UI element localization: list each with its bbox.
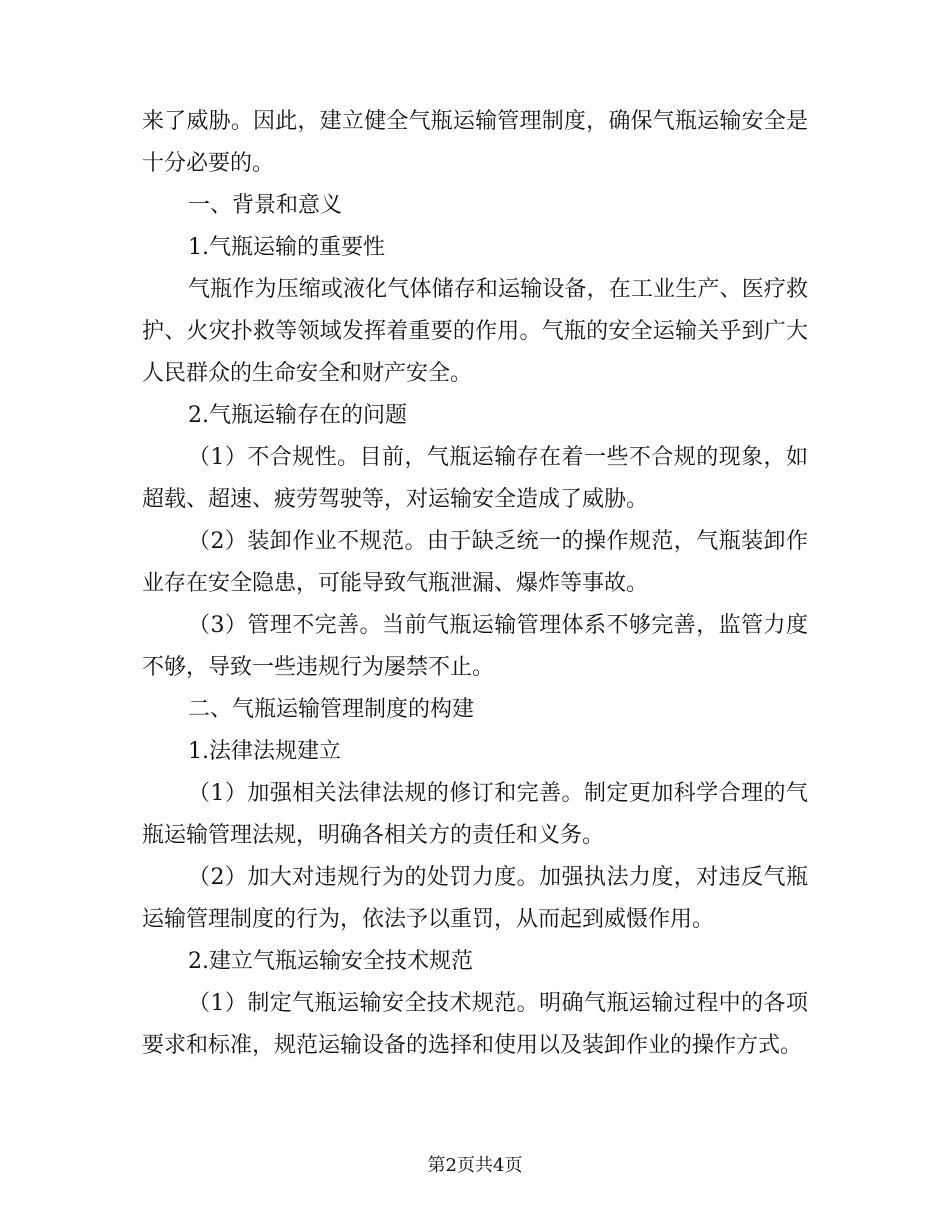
section-heading-background: 一、背景和意义 xyxy=(188,193,343,218)
subheading-importance: 1.气瓶运输的重要性 xyxy=(188,235,385,260)
section-heading-construction: 二、气瓶运输管理制度的构建 xyxy=(188,697,475,722)
subheading-technical-spec: 2.建立气瓶运输安全技术规范 xyxy=(188,949,473,974)
page-number-footer: 第2页共4页 xyxy=(427,1155,523,1176)
paragraph-problem-2: （2）装卸作业不规范。由于缺乏统一的操作规范，气瓶装卸作业存在安全隐患，可能导致气瓶泄漏、爆炸等事故。 xyxy=(142,529,808,596)
paragraph-problem-1: （1）不合规性。目前，气瓶运输存在着一些不合规的现象，如超载、超速、疲劳驾驶等，对运输安全造成了威胁。 xyxy=(142,445,808,512)
subheading-problems: 2.气瓶运输存在的问题 xyxy=(188,403,407,428)
paragraph-laws-2: （2）加大对违规行为的处罚力度。加强执法力度，对违反气瓶运输管理制度的行为，依法予以重罚，从而起到威慑作用。 xyxy=(142,865,808,932)
paragraph-technical-spec-1: （1）制定气瓶运输安全技术规范。明确气瓶运输过程中的各项要求和标准，规范运输设备的选择和使用以及装卸作业的操作方式。 xyxy=(142,991,808,1058)
paragraph-continuation: 来了威胁。因此，建立健全气瓶运输管理制度，确保气瓶运输安全是十分必要的。 xyxy=(142,109,808,176)
paragraph-importance: 气瓶作为压缩或液化气体储存和运输设备，在工业生产、医疗救护、火灾扑救等领域发挥着重要的作用。气瓶的安全运输关乎到广大人民群众的生命安全和财产安全。 xyxy=(142,277,808,386)
document-body xyxy=(142,101,808,1067)
subheading-laws: 1.法律法规建立 xyxy=(188,739,341,764)
paragraph-problem-3: （3）管理不完善。当前气瓶运输管理体系不够完善，监管力度不够，导致一些违规行为屡禁不止。 xyxy=(142,613,808,680)
paragraph-laws-1: （1）加强相关法律法规的修订和完善。制定更加科学合理的气瓶运输管理法规，明确各相关方的责任和义务。 xyxy=(142,781,808,848)
